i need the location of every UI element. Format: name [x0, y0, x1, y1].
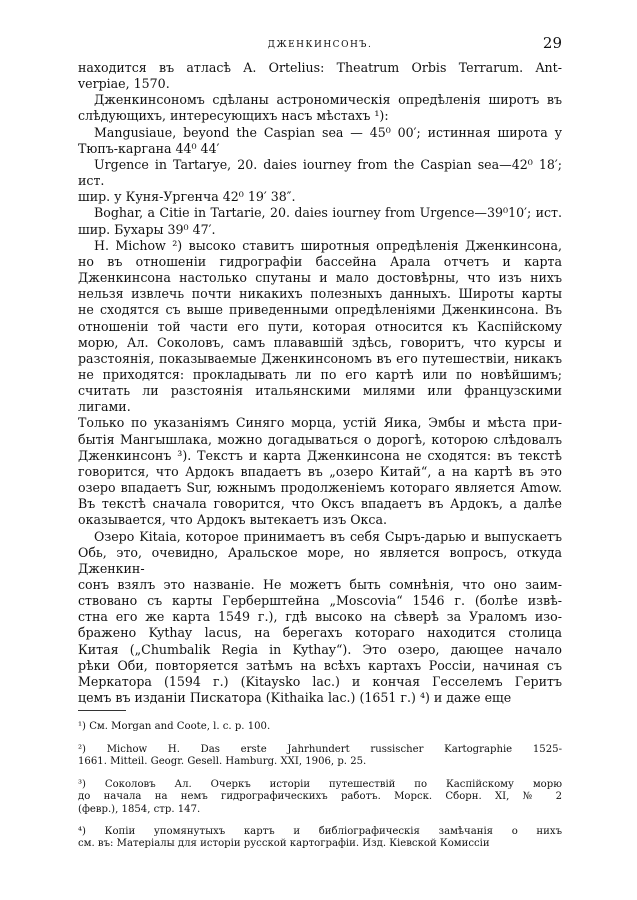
text-line: Дженкинсона настолько спутаны и мало достовѣрны, что изъ нихъ [78, 270, 562, 286]
text-line: Urgence in Tartarye, 20. daies iourney from the Caspian sea—42⁰ 18′; ист. [78, 156, 562, 189]
text-line: verpiae, 1570. [78, 76, 170, 92]
text-line: цемъ въ изданіи Пискатора (Kithaika lac.) (1651 г.) ⁴) и даже еще [78, 690, 512, 706]
text-line: шир. у Куня-Ургенча 42⁰ 19′ 38″. [78, 189, 296, 205]
paragraph [78, 238, 562, 529]
text-line: Китая („Chumbalik Regia in Kythay“). Это озеро, дающее начало [78, 641, 562, 657]
text-line: нельзя извлечь почти никакихъ полезныхъ данныхъ. Широты карты [78, 286, 562, 302]
text-line: Mangusiaue, beyond the Caspian sea — 45⁰ 00′; истинная широта у [94, 124, 562, 140]
text-line: ствовано съ карты Герберштейна „Moscovia“ 1546 г. (болѣе извѣ- [78, 593, 562, 609]
text-line: разстоянія, показываемые Дженкинсономъ въ его путешествіи, никакъ [78, 350, 562, 366]
text-line: ³) Соколовъ Ал. Очеркъ исторіи путешествій по Каспійскому морю [78, 778, 562, 790]
text-line: Только по указаніямъ Синяго морца, устій Яика, Эмбы и мѣста при- [78, 415, 562, 431]
text-line: оказывается, что Ардокъ вытекаетъ изъ Окса. [78, 512, 387, 528]
paragraph [78, 157, 562, 205]
page-number: 29 [542, 34, 562, 52]
text-line: ⁴) Копіи упомянутыхъ картъ и библіографическія замѣчанія о нихъ [78, 826, 562, 838]
paragraph [78, 205, 562, 237]
text-line: шир. Бухары 39⁰ 47′. [78, 221, 216, 237]
text-line: Въ текстѣ сначала говорится, что Оксъ впадаетъ въ Ардокъ, а далѣе [78, 496, 562, 512]
text-line: слѣдующихъ, интересующихъ насъ мѣстахъ ¹): [78, 108, 389, 124]
paragraph [78, 92, 562, 124]
text-line: рѣки Оби, повторяется затѣмъ на всѣхъ картахъ Россіи, начиная съ [78, 657, 562, 673]
text-line: морю, Ал. Соколовъ, самъ плававшій здѣсь, говоритъ, что курсы и [78, 334, 562, 350]
text-line: Озеро Kitaia, которое принимаетъ въ себя Сыръ-дарью и выпускаетъ [94, 528, 562, 544]
body-text [78, 60, 562, 706]
text-line: не приходятся: прокладывать ли по его картѣ или по новѣйшимъ; [78, 366, 562, 382]
footnote [78, 744, 562, 769]
paragraph [78, 529, 562, 707]
text-line: Тюпъ-каргана 44⁰ 44′ [78, 140, 220, 156]
text-line: см. въ: Матеріалы для исторіи русской картографіи. Изд. Кіевской Комиссіи [78, 838, 490, 850]
paragraph [78, 125, 562, 157]
text-line: бражено Kythay lacus, на берегахъ котораго находится столица [78, 625, 562, 641]
text-line: до начала на немъ гидрографическихъ работъ. Морск. Сборн. XI, № 2 [78, 791, 562, 803]
footnote-separator [78, 710, 126, 711]
running-header [78, 30, 562, 52]
footnote [78, 826, 562, 851]
text-line: но въ отношеніи гидрографіи бассейна Арала отчетъ и карта [78, 253, 562, 269]
text-line: ¹) См. Morgan and Coote, l. c. p. 100. [78, 721, 271, 733]
text-line: (февр.), 1854, стр. 147. [78, 803, 201, 815]
text-line: ²) Michow H. Das erste Jahrhundert russischer Kartographie 1525- [78, 743, 562, 755]
text-line: находится въ атласѣ A. Ortelius: Theatrum Orbis Terrarum. Ant- [78, 60, 562, 75]
text-line: 1661. Mitteil. Geogr. Gesell. Hamburg. XXI, 1906, p. 25. [78, 756, 367, 768]
text-line: отношеніи той части его пути, которая относится къ Каспійскому [78, 318, 562, 334]
text-line: Дженкинсонъ ³). Текстъ и карта Дженкинсона не сходятся: въ текстѣ [78, 447, 562, 463]
text-line: не сходятся съ выше приведенными опредѣленіями Дженкинсона. Въ [78, 302, 562, 318]
text-line: озеро впадаетъ Sur, южнымъ продолженіемъ котораго является Amow. [78, 480, 562, 496]
text-line: Boghar, a Citie in Tartarie, 20. daies iourney from Urgence—39⁰10′; ист. [94, 205, 562, 221]
running-title: ДЖЕНКИНСОНЪ. [267, 40, 373, 50]
text-line: Обь, это, очевидно, Аральское море, но является вопросъ, откуда Дженкин- [78, 544, 562, 576]
text-line: стна его же карта 1549 г.), гдѣ высоко на сѣверѣ за Ураломъ изо- [78, 609, 562, 625]
text-line: говорится, что Ардокъ впадаетъ въ „озеро Китай“, а на картѣ въ это [78, 463, 562, 479]
footnote [78, 779, 562, 816]
text-line: сонъ взялъ это названіе. Не можетъ быть сомнѣнія, что оно заим- [78, 577, 562, 592]
text-line: H. Michow ²) высоко ставитъ широтныя опредѣленія Дженкинсона, [94, 237, 562, 253]
book-page [78, 30, 562, 861]
footnote [78, 721, 562, 733]
footnotes [78, 721, 562, 851]
paragraph [78, 60, 562, 92]
text-line: Дженкинсономъ сдѣланы астрономическія опредѣленія широтъ въ [94, 92, 562, 108]
text-line: бытія Мангышлака, можно догадываться о дорогѣ, которою слѣдовалъ [78, 431, 562, 447]
text-line: считать ли разстоянія итальянскими милями или французскими лигами. [78, 383, 562, 415]
text-line: Меркатора (1594 г.) (Kitaysko lac.) и кончая Гесселемъ Геритъ [78, 673, 562, 689]
